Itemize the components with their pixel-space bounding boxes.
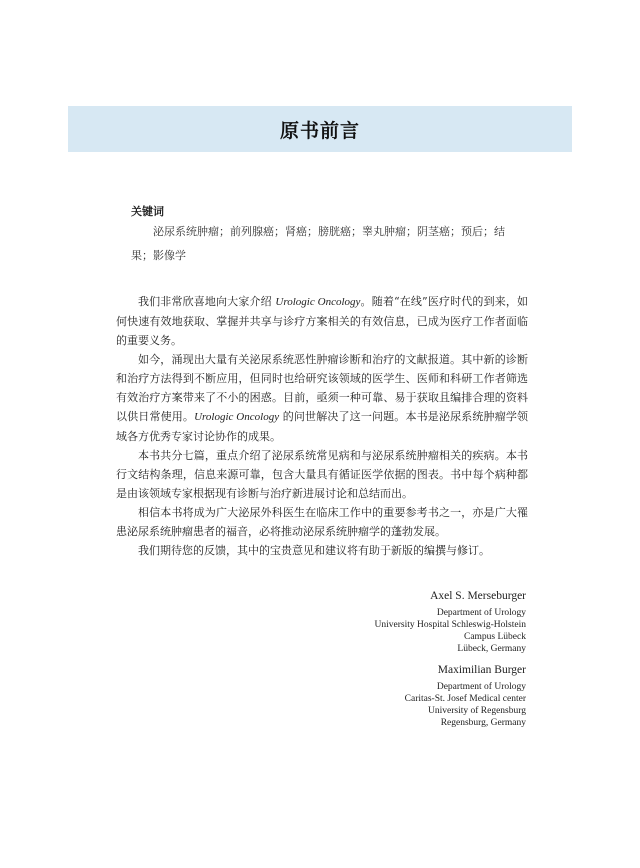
author-name: Maximilian Burger <box>437 664 526 676</box>
preface-body <box>116 292 528 560</box>
title-band <box>68 106 572 152</box>
author-affiliation-line: Lübeck, Germany <box>457 644 526 654</box>
paragraph: 我们非常欣喜地向大家介绍 Urologic Oncology。随着“在线”医疗时代的到来，如何快速有效地获取、掌握并共享与诊疗方案相关的有效信息，已成为医疗工作者面临的重要义务。 <box>116 295 529 347</box>
page-title: 原书前言 <box>279 119 360 142</box>
author-affiliation-line: Regensburg, Germany <box>440 718 526 728</box>
author-affiliation-line: Department of Urology <box>436 682 526 692</box>
author-affiliation-line: Caritas-St. Josef Medical center <box>404 694 526 704</box>
author-signature <box>375 590 526 655</box>
paragraph: 相信本书将成为广大泌尿外科医生在临床工作中的重要参考书之一，亦是广大罹患泌尿系统肿瘤患者的福音，必将推动泌尿系统肿瘤学的蓬勃发展。 <box>116 506 528 538</box>
keywords-heading: 关键词 <box>131 205 164 218</box>
author-affiliation-line: University of Regensburg <box>428 706 526 716</box>
author-signature <box>405 664 526 729</box>
author-affiliation-line: University Hospital Schleswig-Holstein <box>374 620 526 630</box>
author-affiliation-line: Department of Urology <box>436 608 526 618</box>
paragraph: 我们期待您的反馈，其中的宝贵意见和建议将有助于新版的编撰与修订。 <box>138 544 490 557</box>
author-affiliation-line: Campus Lübeck <box>463 632 526 642</box>
paragraph: 如今，涌现出大量有关泌尿系统恶性肿瘤诊断和治疗的文献报道。其中新的诊断和治疗方法得到不断应用，但同时也给研究该领域的医学生、医师和科研工作者筛选有效治疗方案带来了不小的困惑。目前，亟须一种可靠、易于获取且编排合理的资料以供日常使用。Urologic Oncology 的问世解决了这一问题。本书是泌尿系统肿瘤学领域各方优秀专家讨论协作的成果。 <box>116 353 528 443</box>
keywords-list: 泌尿系统肿瘤；前列腺癌；肾癌；膀胱癌；睾丸肿瘤；阴茎癌；预后；结果；影像学 <box>131 225 505 262</box>
paragraph: 本书共分七篇，重点介绍了泌尿系统常见病和与泌尿系统肿瘤相关的疾病。本书行文结构条理，信息来源可靠，包含大量具有循证医学依据的图表。书中每个病种都是由该领域专家根据现有诊断与治疗新进展讨论和总结而出。 <box>116 449 528 500</box>
author-name: Axel S. Merseburger <box>430 590 526 602</box>
